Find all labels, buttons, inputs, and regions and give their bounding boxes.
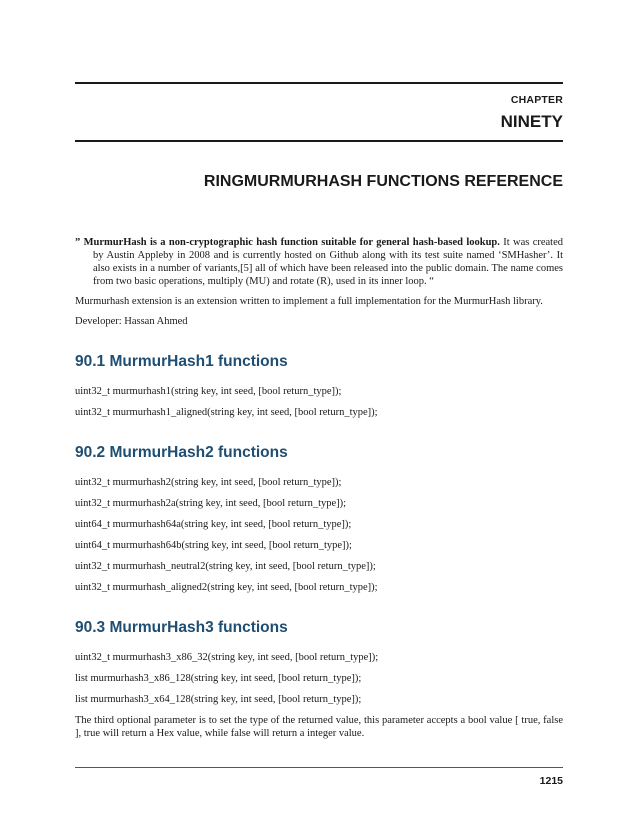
function-signature: uint32_t murmurhash2(string key, int seed, [bool return_type]);	[75, 477, 342, 488]
chapter-top-rule	[75, 82, 563, 84]
intro-quote-rest: It was created by Austin Appleby in 2008 and is currently hosted on Github along with its test suite named ‘SMHasher’. It also exists in a number of variants,[5] all of which have been released into the public domain. The name comes from two basic operations, multiply (MU) and rotate (R), used in its inner loop. “	[93, 237, 563, 287]
intro-quote-open: ”	[75, 237, 84, 248]
function-signature: uint64_t murmurhash64b(string key, int seed, [bool return_type]);	[75, 540, 352, 551]
function-signature: uint32_t murmurhash_aligned2(string key, int seed, [bool return_type]);	[75, 582, 378, 593]
function-signature: uint32_t murmurhash1_aligned(string key, int seed, [bool return_type]);	[75, 407, 378, 418]
section-murmurhash1	[75, 352, 563, 419]
section-murmurhash2	[75, 443, 563, 594]
intro-quote	[75, 236, 563, 288]
section-murmurhash3	[75, 618, 563, 740]
function-signature: uint32_t murmurhash1(string key, int seed, [bool return_type]);	[75, 386, 342, 397]
function-signature: list murmurhash3_x64_128(string key, int seed, [bool return_type]);	[75, 694, 362, 705]
page-content	[75, 236, 563, 747]
function-signature: uint32_t murmurhash_neutral2(string key, int seed, [bool return_type]);	[75, 561, 376, 572]
section-heading: 90.1 MurmurHash1 functions	[75, 353, 288, 370]
intro-developer: Developer: Hassan Ahmed	[75, 316, 188, 327]
section-heading: 90.3 MurmurHash3 functions	[75, 619, 288, 636]
intro-description: Murmurhash extension is an extension written to implement a full implementation for the MurmurHash library.	[75, 296, 543, 307]
intro-quote-bold: MurmurHash is a non-cryptographic hash function suitable for general hash-based lookup.	[83, 237, 500, 248]
footer-rule	[75, 767, 563, 768]
section-heading: 90.2 MurmurHash2 functions	[75, 444, 288, 461]
function-signature: uint32_t murmurhash3_x86_32(string key, int seed, [bool return_type]);	[75, 652, 379, 663]
chapter-number: NINETY	[500, 112, 563, 131]
chapter-label: CHAPTER	[510, 94, 563, 106]
function-signature: list murmurhash3_x86_128(string key, int seed, [bool return_type]);	[75, 673, 362, 684]
function-signature: uint64_t murmurhash64a(string key, int seed, [bool return_type]);	[75, 519, 352, 530]
chapter-bottom-rule	[75, 140, 563, 142]
return-type-note: The third optional parameter is to set the type of the returned value, this parameter accepts a bool value [ true, false ], true will return a Hex value, while false will return a integer value.	[75, 715, 563, 739]
page-number: 1215	[539, 775, 563, 787]
function-signature: uint32_t murmurhash2a(string key, int seed, [bool return_type]);	[75, 498, 347, 509]
chapter-title: RINGMURMURHASH FUNCTIONS REFERENCE	[203, 173, 563, 190]
